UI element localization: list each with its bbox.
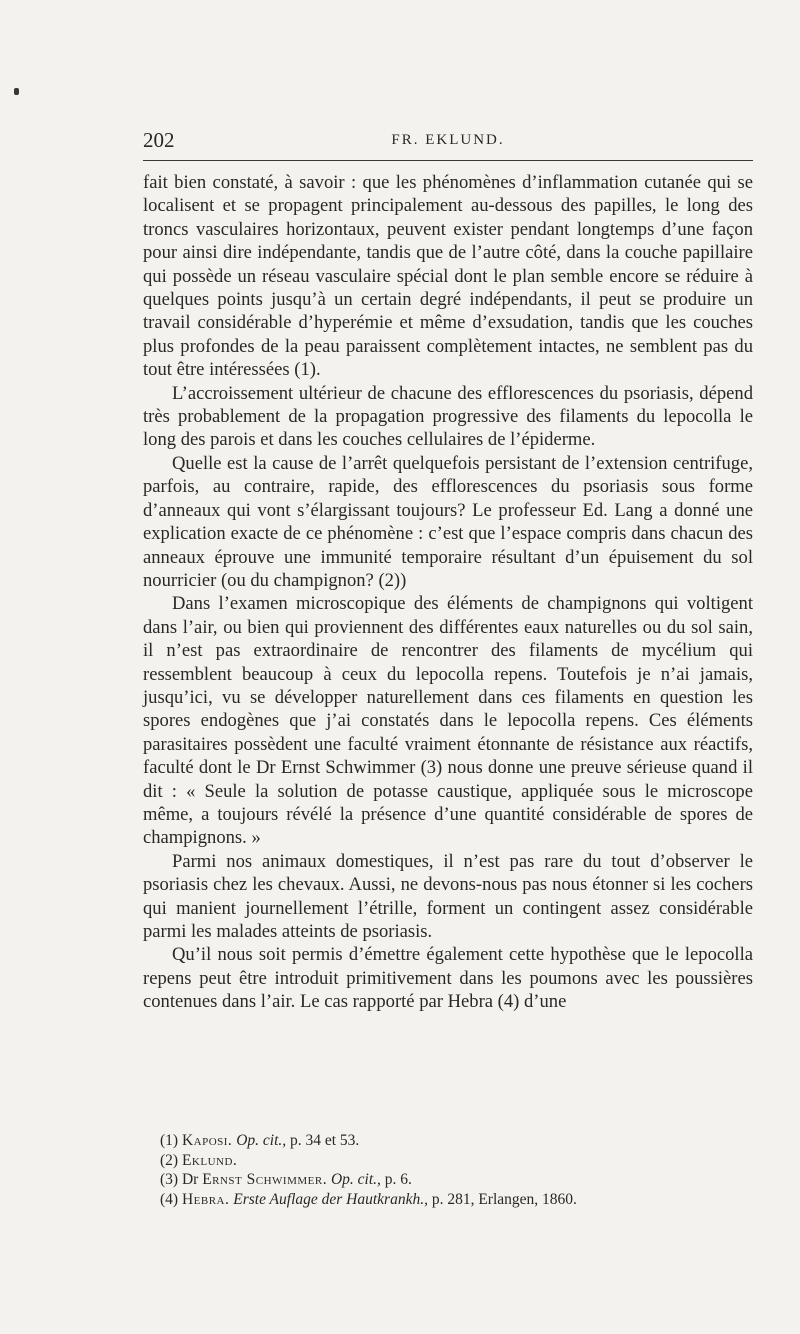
footnote-number: (4) xyxy=(160,1190,179,1208)
header-rule xyxy=(143,160,753,161)
footnote-title: Op. cit., xyxy=(236,1132,287,1149)
footnote-detail: p. 281, Erlangen, 1860. xyxy=(431,1190,577,1208)
footnote-detail: p. 6. xyxy=(384,1171,412,1189)
footnote xyxy=(160,1190,750,1210)
footnote-author: Hebra. xyxy=(181,1190,230,1208)
paragraph: Parmi nos animaux domestiques, il n’est pas rare du tout d’observer le psoriasis chez les chevaux. Aussi, ne devons-nous pas nous étonner si les cochers qui manient journellement l’étrille, forment un contingent assez considérable parmi les malades atteints de psoriasis. xyxy=(143,850,753,942)
footnote-number: (3) xyxy=(160,1171,179,1189)
paragraph: Dans l’examen microscopique des éléments de champignons qui voltigent dans l’air, ou bien qui proviennent des différentes eaux naturelles ou du sol sain, il n’est pas extraordinaire de rencontrer des filaments de mycélium qui ressemblent beaucoup à ceux du lepocolla repens. Toutefois je n’ai jamais, jusqu’ici, vu se développer naturellement dans ces filaments en question les spores endogènes que j’ai constatés dans le lepocolla repens. Ces éléments parasitaires possèdent une faculté vraiment étonnante de résistance aux réactifs, faculté dont le Dr Ernst Schwimmer (3) nous donne une preuve sérieuse quand il dit : « Seule la solution de potasse caustique, appliquée sous le microscope même, a toujours révélé la présence d’une quantité considérable de spores de champignons. » xyxy=(143,593,753,849)
scan-speck xyxy=(14,88,19,95)
page-number: 202 xyxy=(143,128,175,152)
footnote-title: Erste Auflage der Hautkrankh., xyxy=(233,1190,428,1208)
footnote-number: (1) xyxy=(160,1132,179,1149)
running-title: FR. EKLUND. xyxy=(391,132,505,148)
footnote-author: Kaposi. xyxy=(181,1132,233,1149)
paragraph: Quelle est la cause de l’arrêt quelquefois persistant de l’extension centrifuge, parfois, au contraire, rapide, des efflorescences du psoriasis sous forme d’anneaux qui vont s’élargissant toujours? Le professeur Ed. Lang a donné une explication exacte de ce phénomène : c’est que l’espace compris dans chacun des anneaux éprouve une immunité temporaire résultant d’un épuisement du sol nourricier (ou du champignon? (2)) xyxy=(143,452,753,591)
paragraph: fait bien constaté, à savoir : que les phénomènes d’inflammation cutanée qui se localisent et se propagent principalement au-dessous des papilles, le long des troncs vasculaires horizontaux, peuvent exister pendant longtemps d’une façon pour ainsi dire indépendante, tandis que de l’autre côté, dans la couche papillaire qui possède un réseau vasculaire spécial dont le plan semble encore se réduire à quelques points jusqu’à un certain degré indépendants, il peut se produire un travail considérable d’hyperémie et même d’exsudation, tandis que les couches plus profondes de la peau paraissent complètement intactes, ne semblent pas du tout être intéressées (1). xyxy=(143,172,753,381)
page-header xyxy=(143,128,753,152)
footnotes xyxy=(160,1131,750,1209)
body-text xyxy=(143,171,753,1014)
paragraph: Qu’il nous soit permis d’émettre également cette hypothèse que le lepocolla repens peut être introduit primitivement dans les poumons avec les poussières contenues dans l’air. Le cas rapporté par Hebra (4) d’une xyxy=(143,944,753,1013)
footnote-prefix: Dr xyxy=(181,1171,199,1189)
footnote xyxy=(160,1131,750,1151)
footnote-number: (2) xyxy=(160,1151,179,1169)
footnote xyxy=(160,1151,750,1171)
footnote-title: Op. cit., xyxy=(330,1171,381,1189)
footnote xyxy=(160,1170,750,1190)
footnote-author: Ernst Schwimmer. xyxy=(202,1171,328,1189)
footnote-author: Eklund. xyxy=(181,1151,238,1169)
paragraph: L’accroissement ultérieur de chacune des efflorescences du psoriasis, dépend très probablement de la propagation progressive des filaments du lepocolla le long des parois et dans les couches cellulaires de l’épiderme. xyxy=(143,382,753,451)
footnote-detail: p. 34 et 53. xyxy=(290,1132,360,1149)
